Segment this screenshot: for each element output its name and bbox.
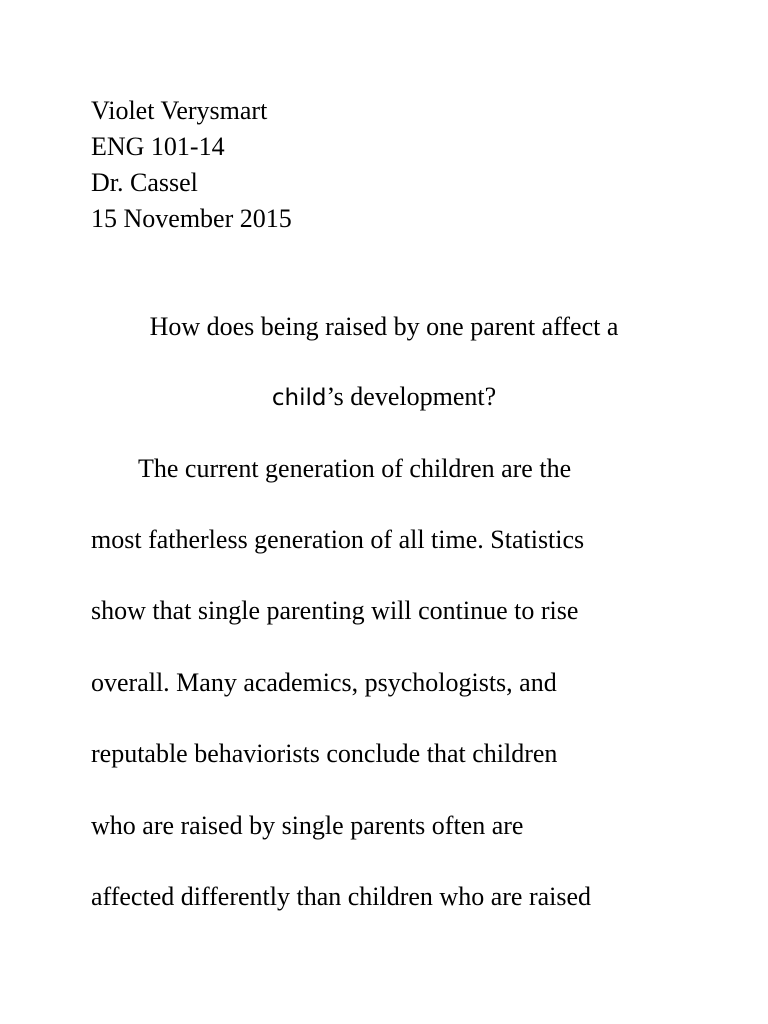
paragraph-line: who are raised by single parents often are <box>91 811 524 840</box>
essay-date: 15 November 2015 <box>91 204 292 233</box>
paragraph-line: reputable behaviorists conclude that children <box>91 739 558 768</box>
essay-title-line-2 <box>0 379 768 416</box>
paragraph-line: The current generation of children are the <box>138 454 572 483</box>
paragraph-line: affected differently than children who are raised <box>91 882 592 911</box>
paragraph-line: most fatherless generation of all time. Statistics <box>91 525 585 554</box>
paragraph-line: overall. Many academics, psychologists, and <box>91 668 557 697</box>
instructor-name: Dr. Cassel <box>91 168 198 197</box>
course-code: ENG 101-14 <box>91 132 225 161</box>
mla-heading <box>91 93 292 237</box>
essay-title-line-1: How does being raised by one parent affect a <box>149 312 619 341</box>
title-word-child: child <box>271 385 327 411</box>
title-rest: ’s development? <box>326 382 497 411</box>
student-name: Violet Verysmart <box>91 96 268 125</box>
paragraph-line: show that single parenting will continue to rise <box>91 596 579 625</box>
